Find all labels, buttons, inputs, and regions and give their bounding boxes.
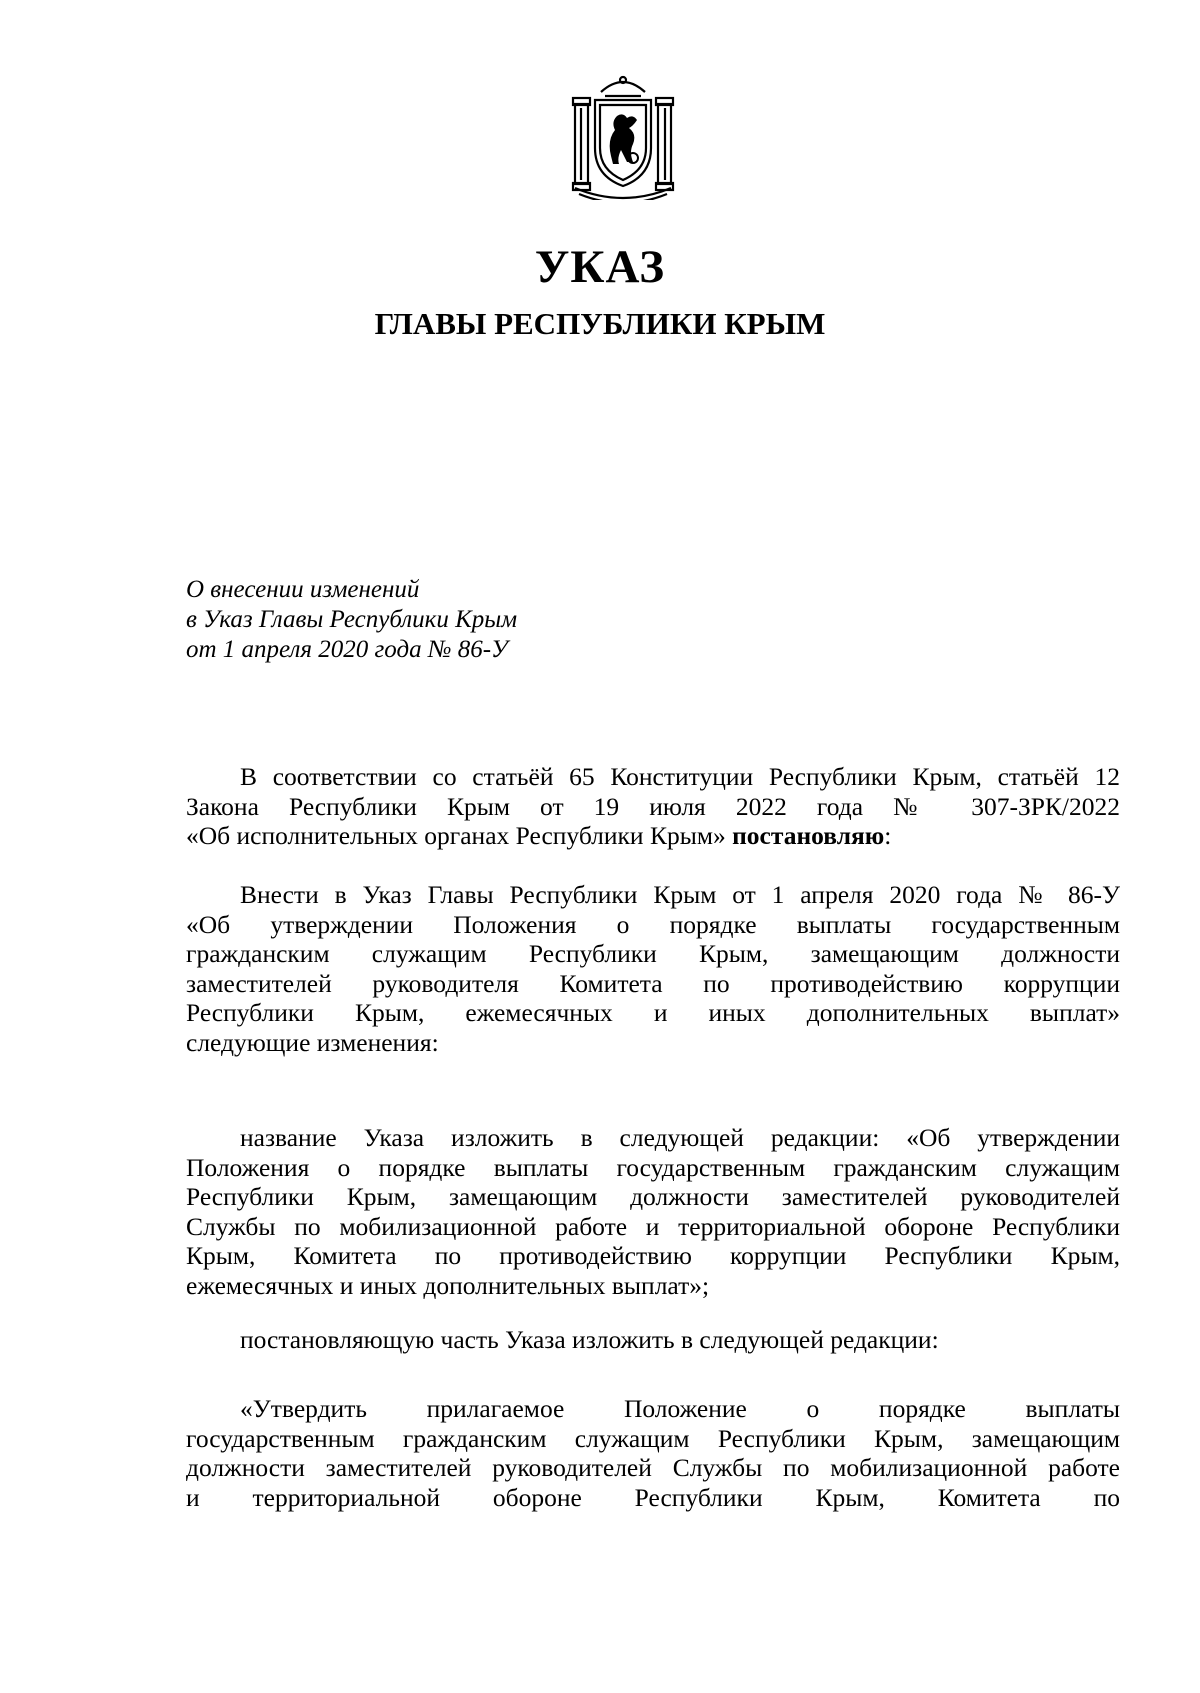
decree-keyword: постановляю [732,821,885,851]
paragraph-line: Закона Республики Крым от 19 июля 2022 года № 307-ЗРК/2022 [186,791,1120,821]
paragraph-line: название Указа изложить в следующей редакции: «Об утверждении [240,1123,1120,1152]
preamble-text: «Об исполнительных органах Республики Крым» [186,821,733,851]
document-title: УКАЗ [534,241,666,293]
crimea-coat-of-arms-emblem [571,70,675,200]
paragraph-line: государственным гражданским служащим Республики Крым, замещающим [186,1423,1120,1453]
paragraph-line: постановляющую часть Указа изложить в следующей редакции: [240,1325,939,1354]
paragraph-line: «Об утверждении Положения о порядке выплаты государственным [186,909,1120,939]
title-amendment-paragraph [186,1123,1120,1301]
paragraph-line: Внести в Указ Главы Республики Крым от 1 апреля 2020 года № 86-У [240,880,1120,909]
paragraph-line: ежемесячных и иных дополнительных выплат»; [186,1270,710,1300]
approval-paragraph [186,1394,1120,1512]
document-subtitle: ГЛАВЫ РЕСПУБЛИКИ КРЫМ [374,306,826,341]
subject-line: от 1 апреля 2020 года № 86-У [186,636,508,663]
paragraph-line: Положения о порядке выплаты государственным гражданским служащим [186,1152,1120,1182]
paragraph-line: заместителей руководителя Комитета по противодействию коррупции [186,968,1120,998]
paragraph-line: Крым, Комитета по противодействию коррупции Республики Крым, [186,1241,1120,1271]
paragraph-line: Республики Крым, ежемесячных и иных дополнительных выплат» [186,998,1120,1028]
paragraph-line: Службы по мобилизационной работе и территориальной обороне Республики [186,1211,1120,1241]
paragraph-line: гражданским служащим Республики Крым, замещающим должности [186,939,1120,969]
amendment-intro-paragraph [186,880,1120,1058]
paragraph-line: Республики Крым, замещающим должности заместителей руководителей [186,1182,1120,1212]
decree-subject [186,575,517,665]
paragraph-line: следующие изменения: [186,1027,439,1057]
paragraph-line: В соответствии со статьёй 65 Конституции Республики Крым, статьёй 12 [240,762,1120,791]
preamble-paragraph [186,762,1120,851]
operative-part-paragraph [186,1325,1120,1355]
subject-line: О внесении изменений [186,576,420,603]
paragraph-line: «Утвердить прилагаемое Положение о порядке выплаты [240,1394,1120,1423]
paragraph-line: должности заместителей руководителей Службы по мобилизационной работе [186,1453,1120,1483]
preamble-colon: : [884,821,892,851]
paragraph-line: и территориальной обороне Республики Крым, Комитета по [186,1482,1120,1512]
paragraph-line [186,821,1120,851]
subject-line: в Указ Главы Республики Крым [186,606,518,633]
